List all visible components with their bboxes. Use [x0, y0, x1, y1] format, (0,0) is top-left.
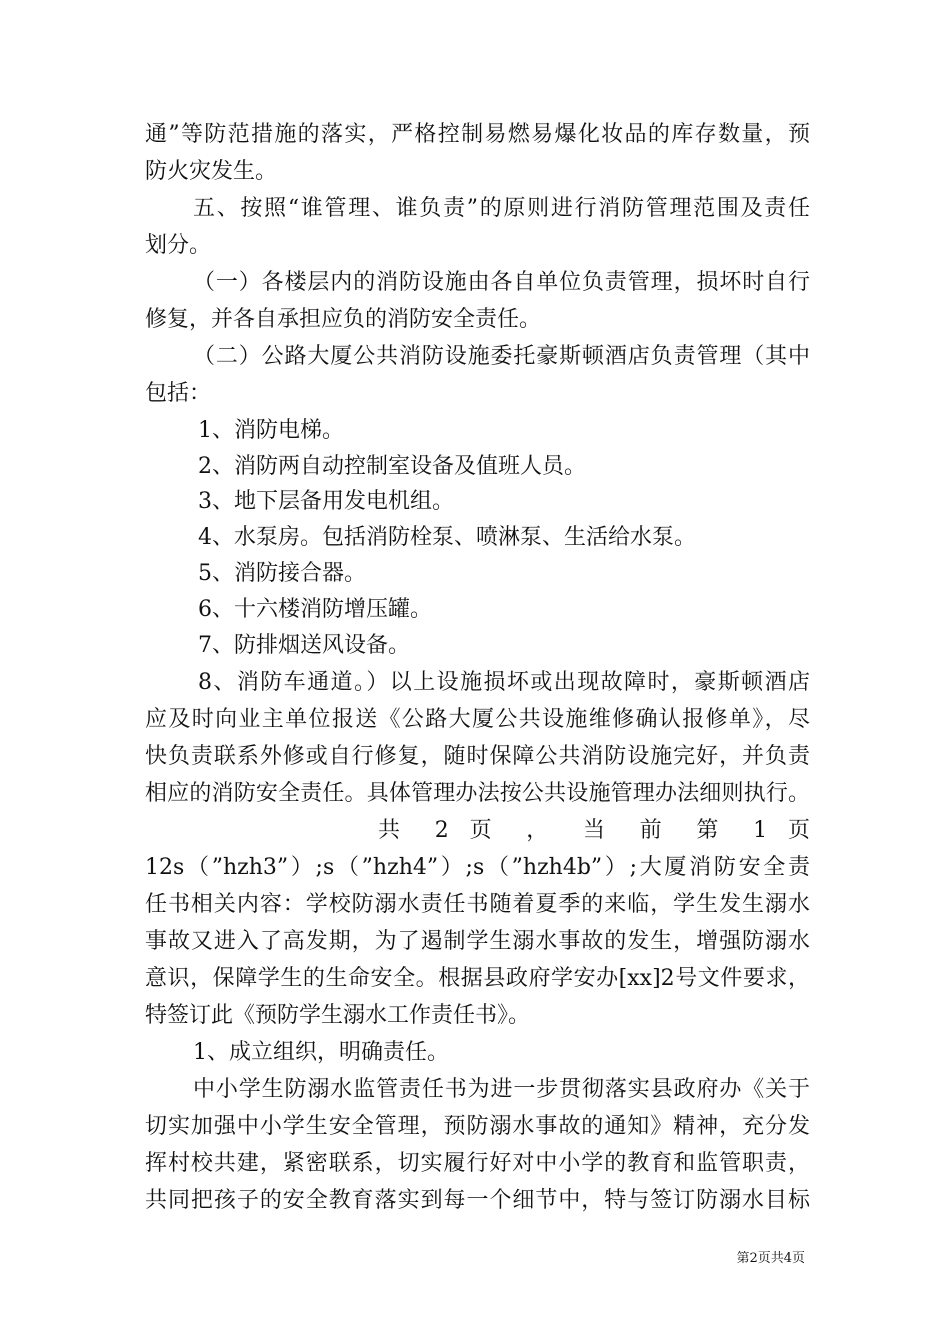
- text-line: 快负责联系外修或自行修复，随时保障公共消防设施完好，并负责: [145, 744, 810, 769]
- list-item: 1、消防电梯。: [198, 418, 344, 443]
- page-footer: 第2页共4页: [736, 1251, 805, 1266]
- text-line: 中小学生防溺水监管责任书为进一步贯彻落实县政府办《关于: [193, 1077, 810, 1102]
- list-item: 5、消防接合器。: [198, 561, 366, 586]
- text-line: 事故又进入了高发期，为了遏制学生溺水事故的发生，增强防溺水: [145, 929, 810, 954]
- text-line: 相应的消防安全责任。具体管理办法按公共设施管理办法细则执行。: [145, 781, 810, 806]
- text-line: 特签订此《预防学生溺水工作责任书》。: [145, 1003, 531, 1028]
- text-line: 1、成立组织，明确责任。: [193, 1040, 449, 1065]
- text-line: 包括：: [145, 381, 212, 406]
- list-item: 6、十六楼消防增压罐。: [198, 597, 432, 622]
- text-line: 防火灾发生。: [145, 159, 278, 184]
- text-line: 挥村校共建，紧密联系，切实履行好对中小学的教育和监管职责，: [145, 1151, 810, 1176]
- text-line: 划分。: [145, 233, 212, 258]
- text-line: 应及时向业主单位报送《公路大厦公共设施维修确认报修单》，尽: [145, 707, 810, 732]
- text-line: （一）各楼层内的消防设施由各自单位负责管理，损坏时自行: [193, 270, 810, 295]
- text-line: 切实加强中小学生安全管理，预防溺水事故的通知》精神，充分发: [145, 1114, 810, 1139]
- text-line: 8、消防车通道。）以上设施损坏或出现故障时，豪斯顿酒店: [198, 670, 810, 695]
- text-line: 意识，保障学生的生命安全。根据县政府学安办[xx]2号文件要求，: [145, 966, 810, 991]
- text-line: 共同把孩子的安全教育落实到每一个细节中，特与签订防溺水目标: [145, 1188, 810, 1213]
- text-line: （二）公路大厦公共消防设施委托豪斯顿酒店负责管理（其中: [193, 344, 810, 369]
- list-item: 2、消防两自动控制室设备及值班人员。: [198, 454, 586, 479]
- text-line: 12s（”hzh3”）;s（”hzh4”）;s（”hzh4b”）;大厦消防安全责: [145, 855, 810, 880]
- list-item: 3、地下层备用发电机组。: [198, 489, 454, 514]
- text-line: 五、按照“谁管理、谁负责”的原则进行消防管理范围及责任: [193, 196, 810, 221]
- text-line: 任书相关内容：学校防溺水责任书随着夏季的来临，学生发生溺水: [145, 892, 810, 917]
- text-line: 通”等防范措施的落实，严格控制易燃易爆化妆品的库存数量，预: [145, 122, 810, 147]
- list-item: 4、水泵房。包括消防栓泵、喷淋泵、生活给水泵。: [198, 525, 696, 550]
- text-line: 修复，并各自承担应负的消防安全责任。: [145, 307, 542, 332]
- page-count-line: 共 2 页 ， 当 前 第 1 页: [378, 818, 810, 843]
- list-item: 7、防排烟送风设备。: [198, 633, 410, 658]
